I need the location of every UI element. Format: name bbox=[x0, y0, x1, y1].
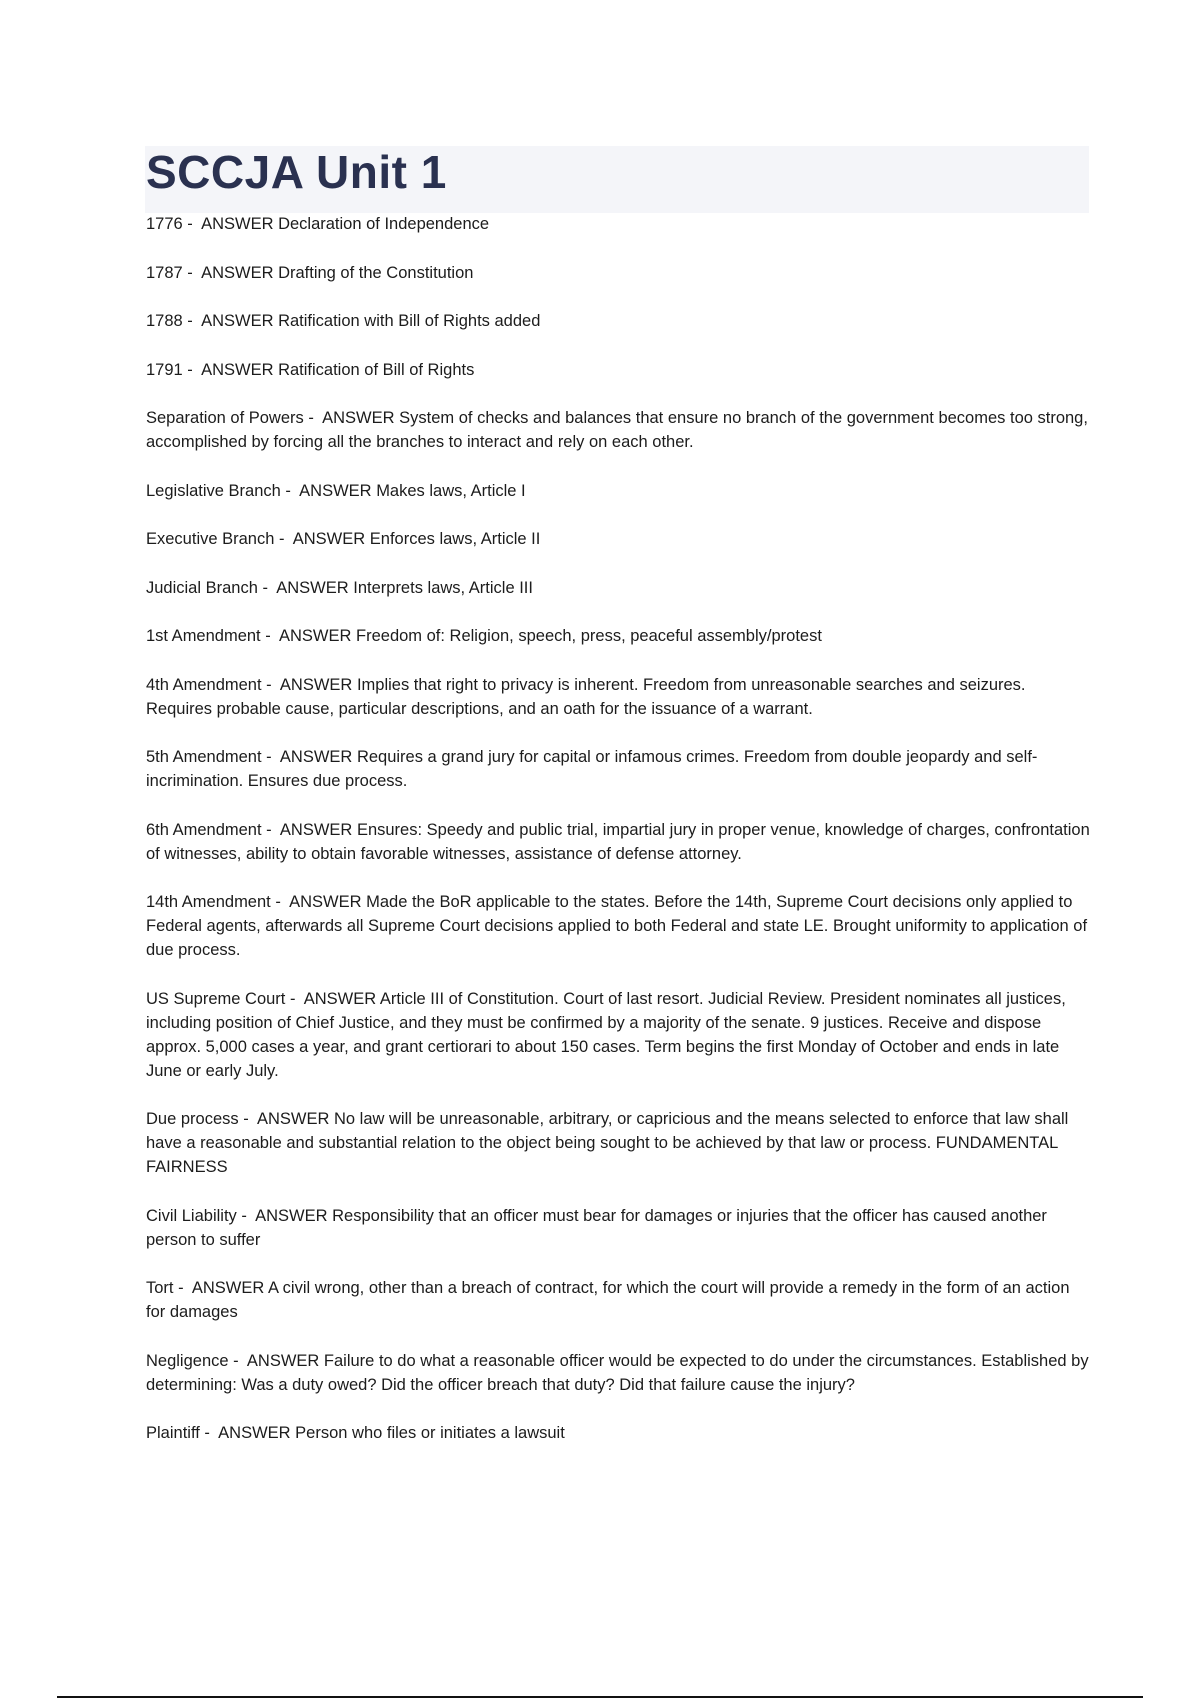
entry-separator bbox=[183, 215, 201, 233]
flashcard-entry bbox=[146, 309, 1092, 333]
entry-term: 6th Amendment bbox=[146, 820, 262, 839]
answer-label: ANSWER bbox=[276, 578, 349, 597]
entry-separator bbox=[174, 1279, 192, 1297]
entry-term: Due process bbox=[146, 1110, 239, 1128]
entry-term: 1st Amendment bbox=[146, 627, 261, 645]
entry-term: US Supreme Court bbox=[146, 989, 286, 1008]
entry-separator bbox=[261, 627, 279, 645]
entry-separator bbox=[183, 264, 201, 282]
entry-term: Legislative Branch bbox=[146, 481, 281, 500]
entry-separator bbox=[183, 312, 201, 330]
entry-term: Civil Liability bbox=[146, 1206, 237, 1225]
flashcard-entry bbox=[146, 987, 1092, 1083]
entry-definition: Requires a grand jury for capital or infamous crimes. Freedom from double jeopardy and self-incrimination. Ensures due process. bbox=[146, 748, 1038, 790]
entry-separator bbox=[304, 409, 322, 427]
answer-label: ANSWER bbox=[201, 360, 274, 379]
flashcard-entry bbox=[146, 212, 1092, 236]
entry-separator bbox=[258, 579, 276, 597]
flashcard-entry bbox=[146, 261, 1092, 285]
answer-label: ANSWER bbox=[191, 1279, 265, 1297]
answer-label: ANSWER bbox=[201, 312, 274, 330]
answer-label: ANSWER bbox=[218, 1424, 291, 1442]
flashcard-entry bbox=[146, 1107, 1092, 1179]
entry-definition: Responsibility that an officer must bear for damages or injuries that the officer has caused another person to suffer bbox=[146, 1206, 1047, 1249]
entry-definition: System of checks and balances that ensure no branch of the government becomes too strong, accomplished by forcing all the branches to interact and rely on each other. bbox=[146, 409, 1088, 451]
entry-definition: Ensures: Speedy and public trial, impartial jury in proper venue, knowledge of charges, confrontation of witnesses, ability to obtain favorable witnesses, assistance of defense attorney. bbox=[146, 820, 1090, 863]
entry-term: 14th Amendment bbox=[146, 893, 271, 911]
answer-label: ANSWER bbox=[322, 409, 395, 427]
flashcard-entry bbox=[146, 1204, 1092, 1252]
entry-separator bbox=[183, 361, 201, 379]
flashcard-entry bbox=[146, 890, 1092, 962]
answer-label: ANSWER bbox=[279, 627, 352, 645]
answer-label: ANSWER bbox=[289, 893, 362, 911]
answer-label: ANSWER bbox=[279, 748, 353, 766]
flashcard-entry bbox=[146, 1349, 1092, 1397]
flashcard-entry bbox=[146, 479, 1092, 503]
entry-term: 1787 bbox=[146, 263, 183, 282]
entry-term: 1791 bbox=[146, 360, 183, 379]
entry-definition: Implies that right to privacy is inherent. Freedom from unreasonable searches and seizures. Requires probable cause, particular descriptions, and an oath for the issuance of a warrant. bbox=[146, 675, 1026, 718]
entry-separator bbox=[285, 990, 303, 1008]
entry-definition: A civil wrong, other than a breach of contract, for which the court will provide a remedy in the form of an action for damages bbox=[146, 1279, 1070, 1321]
entry-definition: Drafting of the Constitution bbox=[278, 263, 474, 282]
entry-term: 1776 bbox=[146, 215, 183, 233]
answer-label: ANSWER bbox=[256, 1110, 330, 1128]
entry-definition: Interprets laws, Article III bbox=[353, 578, 533, 597]
entry-definition: Ratification of Bill of Rights bbox=[278, 360, 475, 379]
entry-term: Judicial Branch bbox=[146, 578, 258, 597]
entry-separator bbox=[262, 821, 280, 839]
answer-label: ANSWER bbox=[201, 263, 274, 282]
entry-separator bbox=[281, 482, 299, 500]
flashcard-entry bbox=[146, 358, 1092, 382]
answer-label: ANSWER bbox=[201, 215, 274, 233]
entry-term: Tort bbox=[146, 1279, 174, 1297]
entry-term: Plaintiff bbox=[146, 1424, 200, 1442]
answer-label: ANSWER bbox=[279, 675, 353, 694]
flashcard-list bbox=[146, 212, 1092, 1470]
entry-term: 1788 bbox=[146, 312, 183, 330]
entry-separator bbox=[237, 1207, 255, 1225]
page-title: SCCJA Unit 1 bbox=[146, 146, 447, 198]
entry-term: Separation of Powers bbox=[146, 409, 304, 427]
flashcard-entry bbox=[146, 576, 1092, 600]
answer-label: ANSWER bbox=[292, 530, 366, 548]
entry-definition: Ratification with Bill of Rights added bbox=[278, 312, 541, 330]
entry-definition: No law will be unreasonable, arbitrary, or capricious and the means selected to enforce that law shall have a reasonable and substantial relation to the object being sought to be achieved by that law or process. FUNDAMENTAL FAIRNESS bbox=[146, 1110, 1069, 1176]
entry-definition: Failure to do what a reasonable officer would be expected to do under the circumstances. Established by determining: Was a duty owed? Did the officer breach that duty? Did that failure cause the injury? bbox=[146, 1351, 1089, 1394]
entry-term: Executive Branch bbox=[146, 530, 275, 548]
entry-term: 5th Amendment bbox=[146, 748, 262, 766]
answer-label: ANSWER bbox=[299, 481, 372, 500]
flashcard-entry bbox=[146, 527, 1092, 551]
entry-separator bbox=[239, 1110, 257, 1128]
entry-definition: Article III of Constitution. Court of last resort. Judicial Review. President nominates all justices, including position of Chief Justice, and they must be confirmed by a majority of the senate. 9 justices. Receive and dispose approx. 5,000 cases a year, and grant certiorari to about 150 cases. Term begins the first Monday of October and ends in late June or early July. bbox=[146, 989, 1066, 1080]
footer-divider bbox=[57, 1696, 1143, 1698]
entry-separator bbox=[271, 893, 289, 911]
entry-definition: Makes laws, Article I bbox=[376, 481, 526, 500]
answer-label: ANSWER bbox=[255, 1206, 328, 1225]
flashcard-entry bbox=[146, 818, 1092, 866]
entry-separator bbox=[262, 748, 280, 766]
entry-separator bbox=[262, 676, 280, 694]
flashcard-entry bbox=[146, 624, 1092, 648]
flashcard-entry bbox=[146, 1421, 1092, 1445]
entry-definition: Made the BoR applicable to the states. Before the 14th, Supreme Court decisions only applied to Federal agents, afterwards all Supreme Court decisions applied to both Federal and state LE. Brought uniformity to application of due process. bbox=[146, 893, 1088, 959]
answer-label: ANSWER bbox=[279, 820, 353, 839]
flashcard-entry bbox=[146, 1276, 1092, 1324]
answer-label: ANSWER bbox=[303, 989, 377, 1008]
answer-label: ANSWER bbox=[246, 1351, 320, 1370]
flashcard-entry bbox=[146, 406, 1092, 454]
entry-term: 4th Amendment bbox=[146, 675, 262, 694]
flashcard-entry bbox=[146, 673, 1092, 721]
entry-separator bbox=[274, 530, 292, 548]
entry-definition: Declaration of Independence bbox=[278, 215, 490, 233]
flashcard-entry bbox=[146, 745, 1092, 793]
entry-definition: Enforces laws, Article II bbox=[369, 530, 541, 548]
entry-definition: Person who files or initiates a lawsuit bbox=[295, 1424, 565, 1442]
entry-separator bbox=[229, 1352, 247, 1370]
entry-term: Negligence bbox=[146, 1351, 229, 1370]
entry-separator bbox=[200, 1424, 218, 1442]
entry-definition: Freedom of: Religion, speech, press, peaceful assembly/protest bbox=[356, 627, 822, 645]
